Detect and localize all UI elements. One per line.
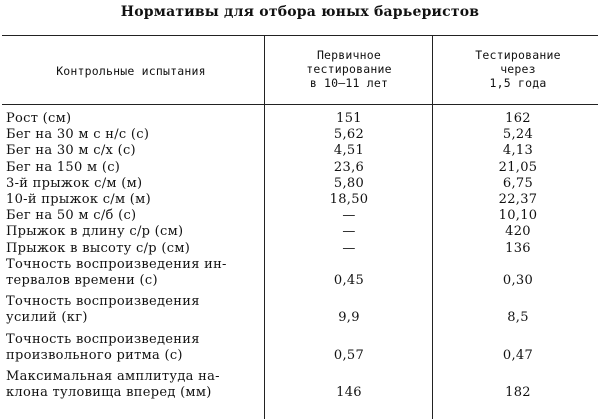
initial-testing-value: 5,80 [333,175,365,191]
test-name-line: произвольного ритма (с) [6,347,183,363]
test-name-line: усилий (кг) [6,310,88,326]
test-name [6,208,262,224]
test-name [6,224,262,240]
table-row [0,369,600,401]
test-name [6,241,262,257]
retesting-value: 22,37 [498,192,538,208]
header-col2-line: в 10—11 лет [309,76,389,90]
table-body [0,111,600,401]
test-name-line: Бег на 150 м (с) [6,159,121,175]
test-name-line: Точность воспроизведения [6,331,200,347]
retesting-value: 5,24 [502,127,534,143]
initial-testing-value: 4,51 [333,143,365,159]
retesting-value: 10,10 [498,208,538,224]
table-row [0,208,600,224]
retesting-value: 0,47 [502,347,534,363]
test-name-line: Бег на 30 м с/х (с) [6,143,136,159]
initial-testing-value: — [342,208,356,224]
header-col3-line: Тестирование [475,48,561,62]
test-name-line: Рост (см) [6,111,72,126]
header-initial-testing [270,48,428,90]
header-col2-line: тестирование [306,62,392,76]
test-name [6,192,262,208]
test-name-line: Максимальная амплитуда на- [6,369,220,385]
test-name [6,257,262,289]
table-row [0,332,600,364]
table-row [0,294,600,326]
test-name [6,143,262,159]
header-col2-line: Первичное [316,48,382,62]
initial-testing-value: 23,6 [333,159,365,175]
initial-testing-value: 146 [336,385,362,401]
initial-testing-value: 5,62 [333,127,365,143]
top-rule [2,35,598,36]
test-name [6,127,262,143]
initial-testing-value: 0,45 [333,273,365,289]
retesting-value: 6,75 [502,175,534,191]
table-row [0,143,600,159]
initial-testing-value: 9,9 [338,310,360,326]
test-name-line: Бег на 30 м с н/с (с) [6,127,150,143]
table-row [0,257,600,289]
retesting-value: 4,13 [502,143,534,159]
test-name-line: Точность воспроизведения ин- [6,256,227,272]
retesting-value: 0,30 [502,273,534,289]
test-name-line: 3-й прыжок с/м (м) [6,175,143,191]
retesting-value: 162 [505,111,531,126]
test-name-line: Точность воспроизведения [6,294,200,310]
table-row [0,224,600,240]
initial-testing-value: 151 [336,111,362,126]
test-name [6,176,262,192]
table-row [0,241,600,257]
header-rule [2,104,598,105]
table-row [0,176,600,192]
header-col3-line: 1,5 года [489,76,547,90]
retesting-value: 136 [505,240,531,256]
header-tests [4,64,258,78]
retesting-value: 182 [505,385,531,401]
initial-testing-value: — [342,240,356,256]
retesting-value: 420 [505,224,531,240]
test-name [6,160,262,176]
test-name [6,111,262,127]
table-row [0,111,600,127]
test-name [6,369,262,401]
table-row [0,160,600,176]
test-name-line: 10-й прыжок с/м (м) [6,192,151,208]
retesting-value: 8,5 [507,310,529,326]
test-name [6,294,262,326]
header-col1-line: Контрольные испытания [56,64,206,78]
test-name [6,332,262,364]
initial-testing-value: — [342,224,356,240]
test-name-line: тервалов времени (с) [6,273,158,289]
header-retesting [436,48,600,90]
table-title: Нормативы для отбора юных барьеристов [120,4,480,20]
retesting-value: 21,05 [498,159,538,175]
test-name-line: Бег на 50 м с/б (с) [6,208,137,224]
initial-testing-value: 18,50 [329,192,369,208]
header-col3-line: через [500,62,536,76]
table-row [0,127,600,143]
table-row [0,192,600,208]
initial-testing-value: 0,57 [333,347,365,363]
test-name-line: Прыжок в высоту с/р (см) [6,240,191,256]
test-name-line: клона туловища вперед (мм) [6,385,212,401]
test-name-line: Прыжок в длину с/р (см) [6,224,184,240]
